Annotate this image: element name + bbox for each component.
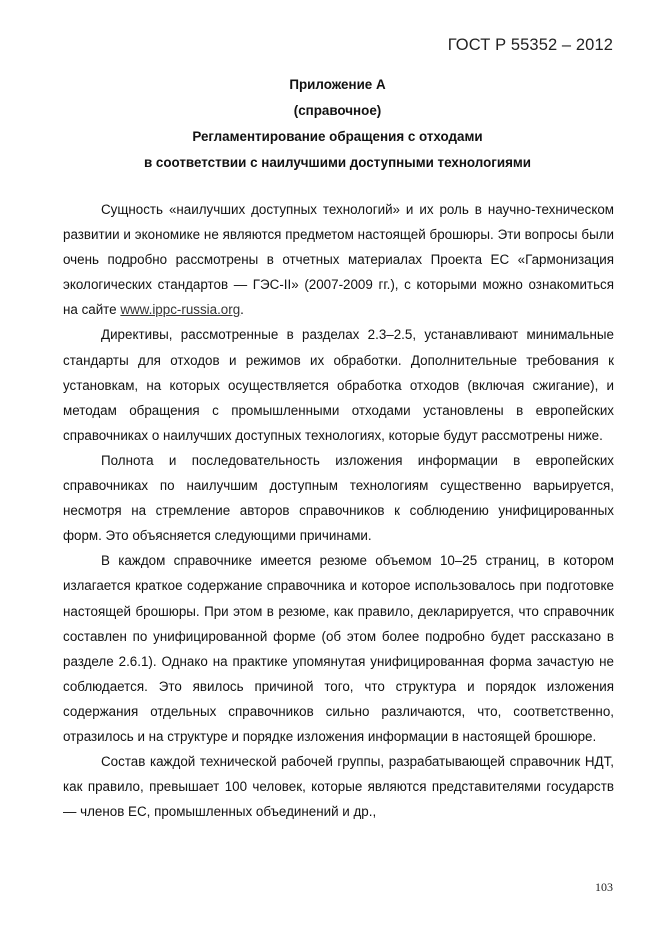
paragraph-5: Состав каждой технической рабочей группы, разрабатывающей справочник НДТ, как правило, превышает 100 человек, которые являются представителями государств — членов ЕС, промышленных объединений и др., bbox=[63, 754, 614, 820]
paragraph-1-text: Сущность «наилучших доступных технологий» и их роль в научно-техническом развитии и экономике не являются предметом настоящей брошюры. Эти вопросы были очень подробно рассмотрены в отчетных материалах Проекта ЕС «Гармонизация экологических стандартов — ГЭС-II» (2007-2009 гг.), с которыми можно ознакомиться на сайте bbox=[63, 202, 614, 318]
paragraph-1 bbox=[63, 197, 614, 322]
page-number: 103 bbox=[595, 880, 613, 894]
appendix-heading bbox=[40, 72, 635, 176]
appendix-subject-line-1: Регламентирование обращения с отходами bbox=[192, 129, 483, 144]
website-link[interactable]: www.ippc-russia.org bbox=[120, 302, 241, 318]
appendix-type: (справочное) bbox=[293, 103, 382, 118]
paragraph-1-end: . bbox=[240, 302, 244, 318]
body-text bbox=[63, 197, 614, 824]
paragraph-2: Директивы, рассмотренные в разделах 2.3–2.5, устанавливают минимальные стандарты для отходов и режимов их обработки. Дополнительные требования к установкам, на которых осуществляется обработка отходов (включая сжигание), и методам обращения с промышленными отходами установлены в европейских справочниках о наилучших доступных технологиях, которые будут рассмотрены ниже. bbox=[63, 327, 614, 443]
appendix-title: Приложение А bbox=[289, 77, 386, 92]
paragraph-3: Полнота и последовательность изложения информации в европейских справочниках по наилучшим доступным технологиям существенно варьируется, несмотря на стремление авторов справочников к соблюдению унифицированных форм. Это объясняется следующими причинами. bbox=[63, 452, 614, 544]
appendix-subject-line-2: в соответствии с наилучшими доступными технологиями bbox=[143, 155, 532, 170]
paragraph-4: В каждом справочнике имеется резюме объемом 10–25 страниц, в котором излагается краткое содержание справочника и которое использовалось при подготовке настоящей брошюры. При этом в резюме, как правило, декларируется, что справочник составлен по унифицированной форме (об этом более подробно будет рассказано в разделе 2.6.1). Однако на практике упомянутая унифицированная форма зачастую не соблюдается. Это явилось причиной того, что структура и порядок изложения содержания отдельных справочников сильно различаются, что, соответственно, отразилось и на структуре и порядке изложения информации в настоящей брошюре. bbox=[63, 553, 614, 744]
document-code: ГОСТ Р 55352 – 2012 bbox=[447, 36, 613, 54]
